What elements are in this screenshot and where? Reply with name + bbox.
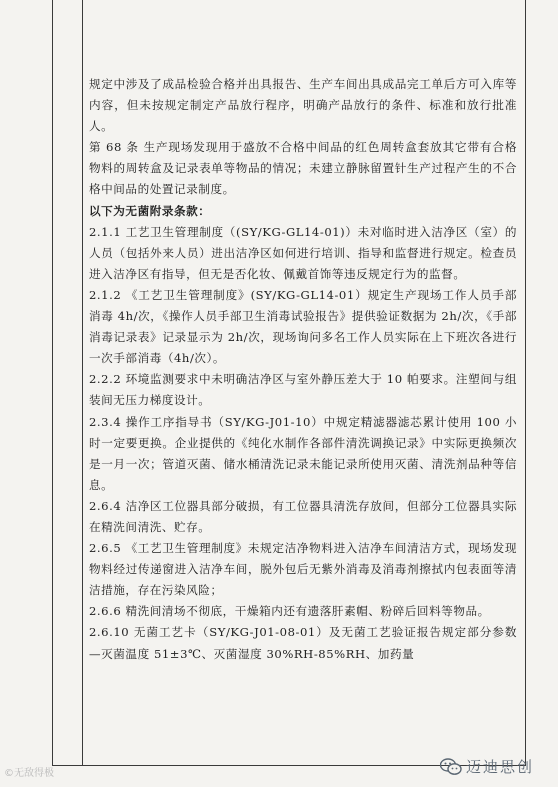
wechat-icon bbox=[440, 758, 462, 776]
paragraph-3: 2.1.1 工艺卫生管理制度（(SY/KG-GL14-01)）未对临时进入洁净区（室）的人员（包括外来人员）进出洁净区如何进行培训、指导和监督进行规定。检查员进入洁净区有指导，但无是否化妆、佩戴首饰等违反规定行为的监督。 bbox=[89, 224, 517, 281]
paragraph-5: 2.2.2 环境监测要求中未明确洁净区与室外静压差大于 10 帕要求。注塑间与组装间无压力梯度设计。 bbox=[89, 372, 517, 408]
watermark: ©无敌得极 bbox=[4, 768, 54, 779]
paragraph-7: 2.6.4 洁净区工位器具部分破损，有工位器具清洗存放间，但部分工位器具实际在精洗间清洗、贮存。 bbox=[89, 498, 517, 534]
paragraph-2: 第 68 条 生产现场发现用于盛放不合格中间品的红色周转盒套放其它带有合格物料的周转盒及记录表单等物品的情况；未建立静脉留置针生产过程产生的不合格中间品的处置记录制度。 bbox=[89, 140, 517, 197]
column-divider bbox=[82, 0, 83, 765]
paragraph-9: 2.6.6 精洗间清场不彻底，干燥箱内还有遗落肝素帽、粉碎后回料等物品。 bbox=[89, 604, 490, 619]
paragraph-10: 2.6.10 无菌工艺卡（SY/KG-J01-08-01）及无菌工艺验证报告规定部分参数—灭菌温度 51±3℃、灭菌湿度 30%RH-85%RH、加药量 bbox=[89, 625, 517, 661]
brand-badge bbox=[440, 756, 534, 777]
paragraph-4: 2.1.2 《工艺卫生管理制度》(SY/KG-GL14-01）规定生产现场工作人员手部消毒 4h/次，《操作人员手部卫生消毒试验报告》提供验证数据为 2h/次，《手部消毒记录表》记录显示为 2h/次，现场询问多名工作人员实际在上下班次各进行一次手部消毒（4h/次）。 bbox=[89, 287, 517, 366]
brand-name: 迈迪思创 bbox=[465, 758, 534, 776]
paragraph-1: 规定中涉及了成品检验合格并出具报告、生产车间出具成品完工单后方可入库等内容，但未按规定制定产品放行程序，明确产品放行的条件、标准和放行批准人。 bbox=[89, 77, 517, 134]
paragraph-8: 2.6.5 《工艺卫生管理制度》未规定洁净物料进入洁净车间清洁方式，现场发现物料经过传递窗进入洁净车间，脱外包后无紫外消毒及消毒剂擦拭内包表面等清洁措施，存在污染风险； bbox=[89, 541, 517, 598]
paragraph-6: 2.3.4 操作工序指导书（SY/KG-J01-10）中规定精滤器滤芯累计使用 100 小时一定要更换。企业提供的《纯化水制作各部件清洗调换记录》中实际更换频次是一月一次；管道灭菌、储水桶清洗记录未能记录所使用灭菌、清洗剂品种等信息。 bbox=[89, 414, 517, 492]
section-heading: 以下为无菌附录条款： bbox=[89, 203, 211, 218]
cell-content bbox=[89, 74, 517, 665]
